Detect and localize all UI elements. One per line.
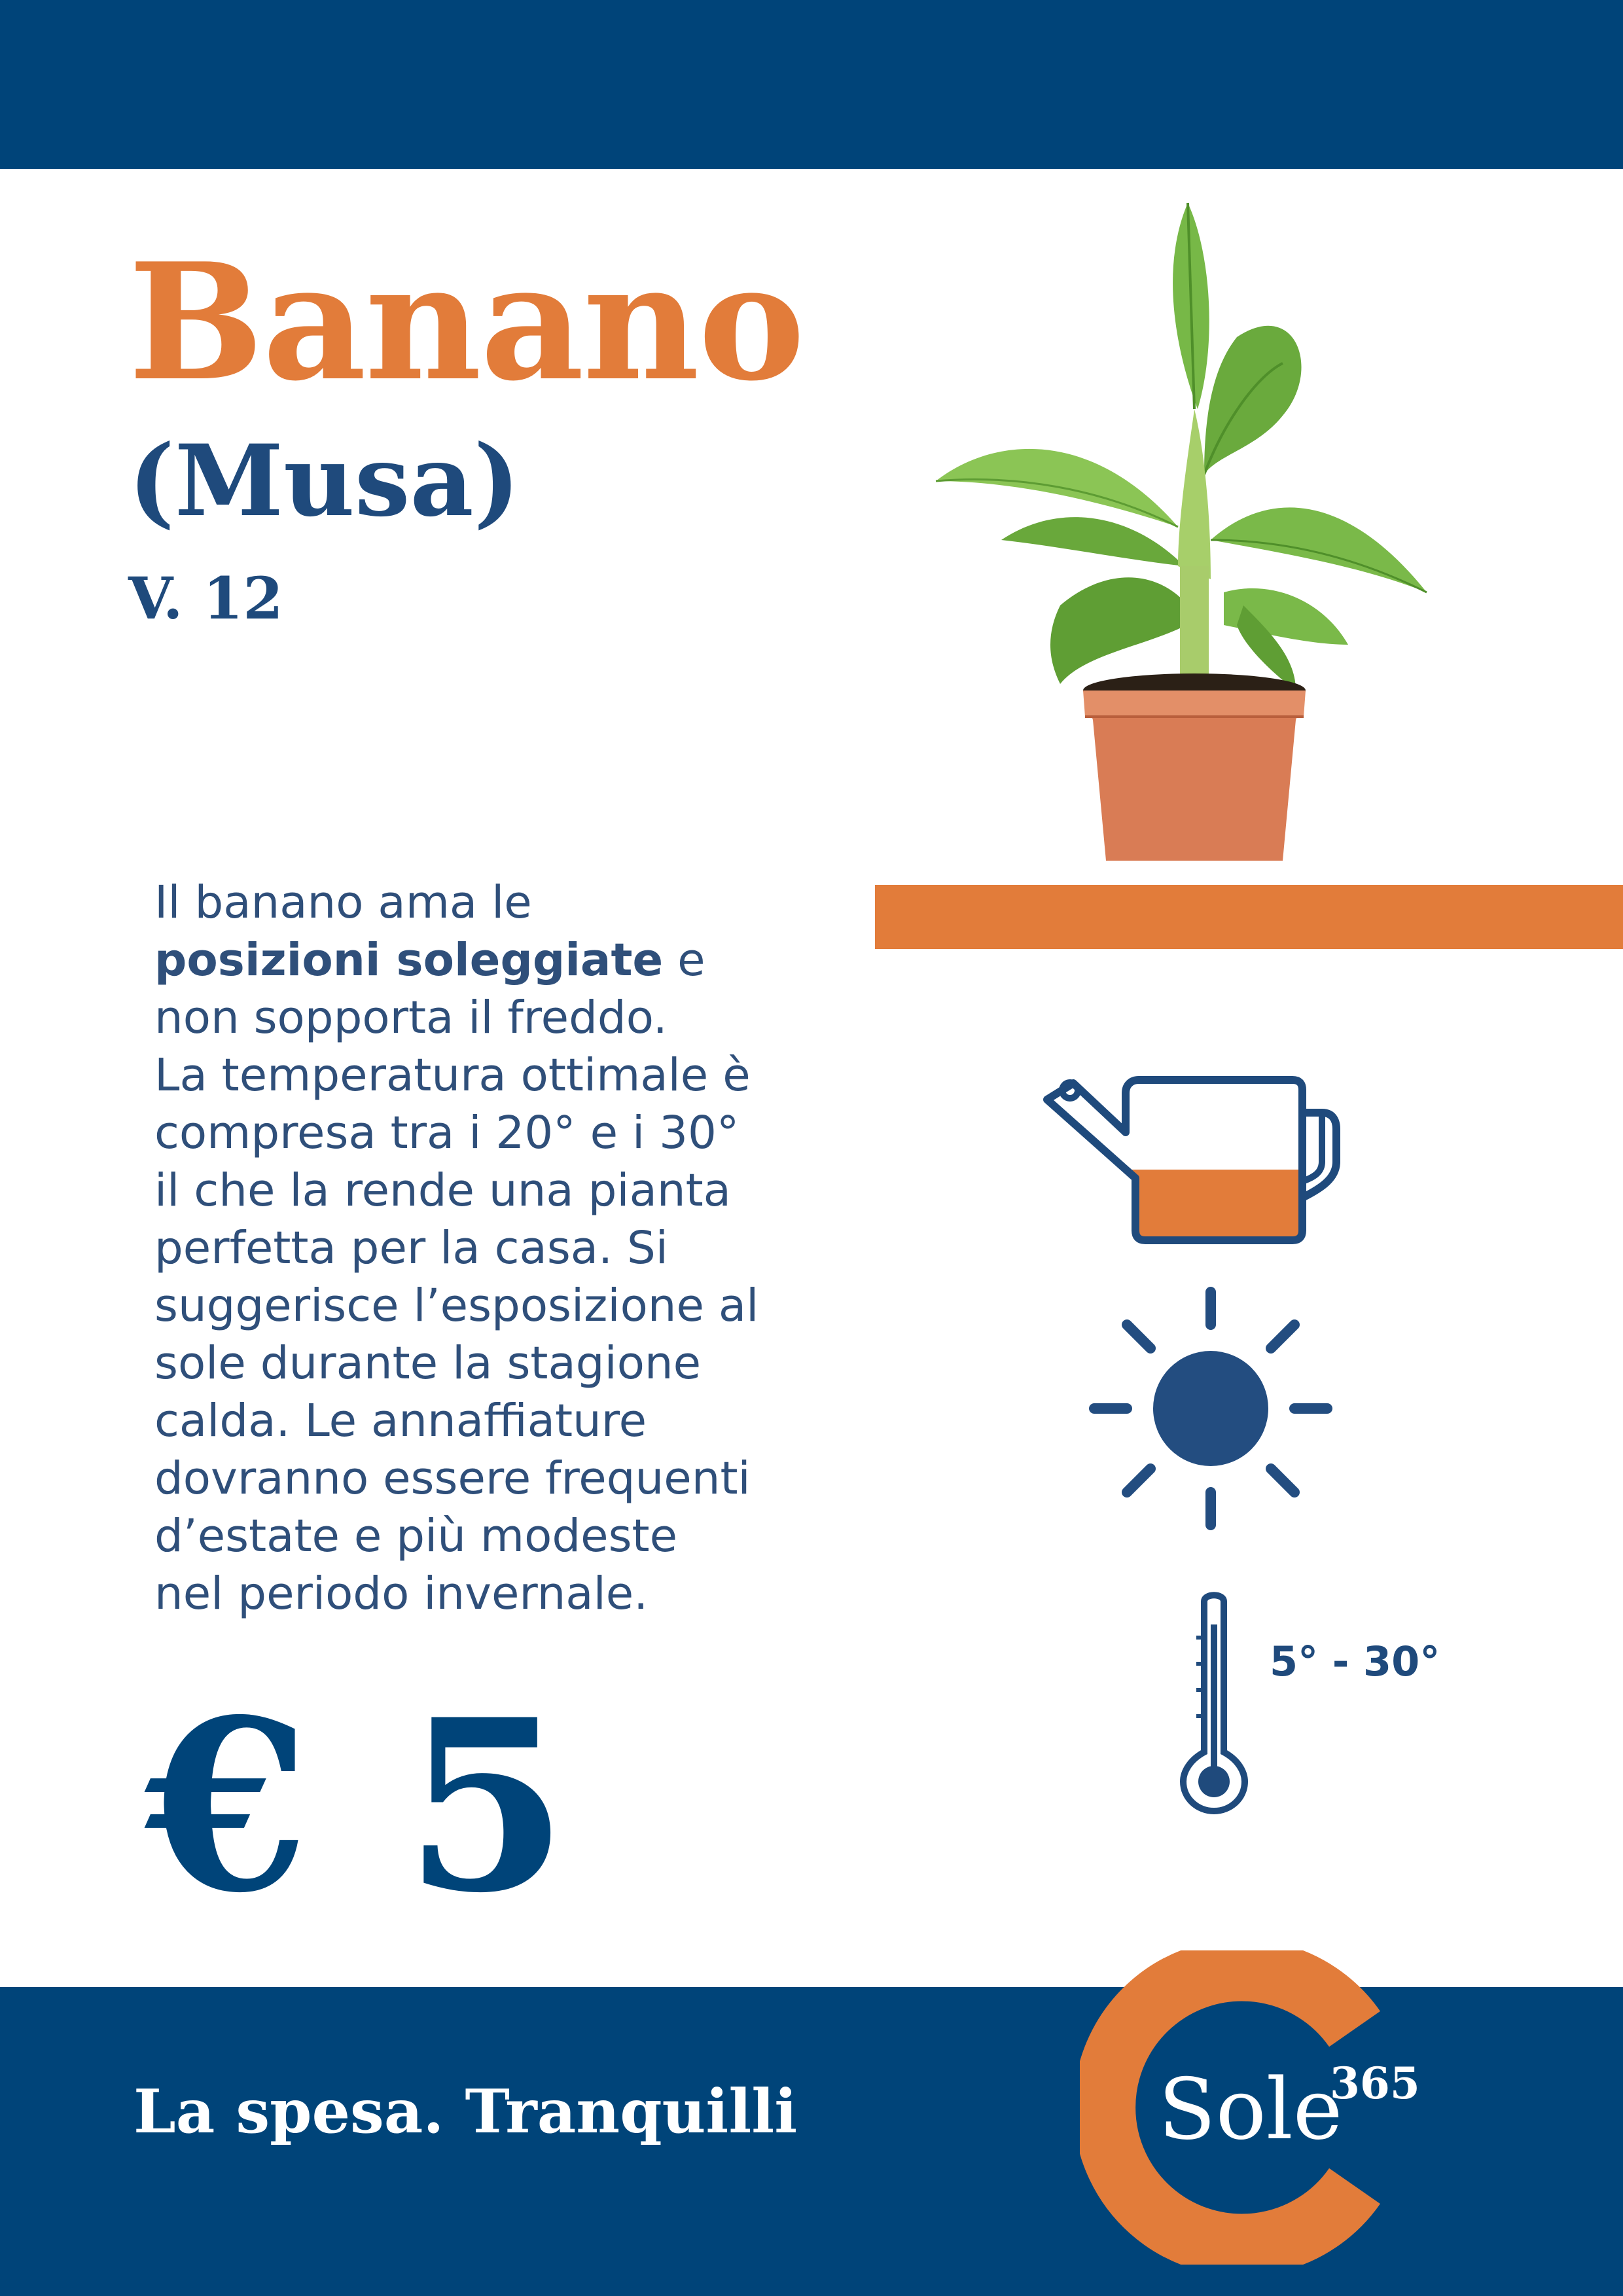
logo-word: Sole	[1158, 2061, 1343, 2159]
sole365-logo	[1080, 1937, 1446, 2278]
top-band	[0, 0, 1623, 169]
description-after-highlight: e	[663, 934, 705, 986]
product-name: Banano	[128, 228, 804, 416]
description-text	[154, 874, 822, 1623]
logo-number: 365	[1330, 2058, 1420, 2109]
description-highlight: posizioni soleggiate	[154, 934, 664, 986]
thermometer-icon	[1178, 1585, 1250, 1814]
botanical-name: (Musa)	[128, 423, 520, 539]
sun-icon	[1086, 1284, 1335, 1533]
price: € 5	[145, 1668, 575, 1945]
watering-can-icon	[1041, 1047, 1342, 1250]
water-level-fill	[1132, 1170, 1309, 1244]
description-body: non sopporta il freddo. La temperatura ottimale è compresa tra i 20° e i 30° il che la rende una pianta perfetta per la casa. Si suggerisce l’esposizione al sole durante la stagione calda. Le annaffiature dovranno essere frequenti d’estate e più modeste nel periodo invernale.	[154, 992, 759, 1620]
description-line-1: Il banano ama le	[154, 876, 532, 929]
variety-label: V. 12	[128, 564, 283, 632]
slogan: La spesa. Tranquilli	[134, 2076, 798, 2147]
orange-accent-bar	[875, 885, 1623, 949]
banana-plant-image	[929, 173, 1440, 880]
temperature-range: 5° - 30°	[1270, 1638, 1440, 1685]
